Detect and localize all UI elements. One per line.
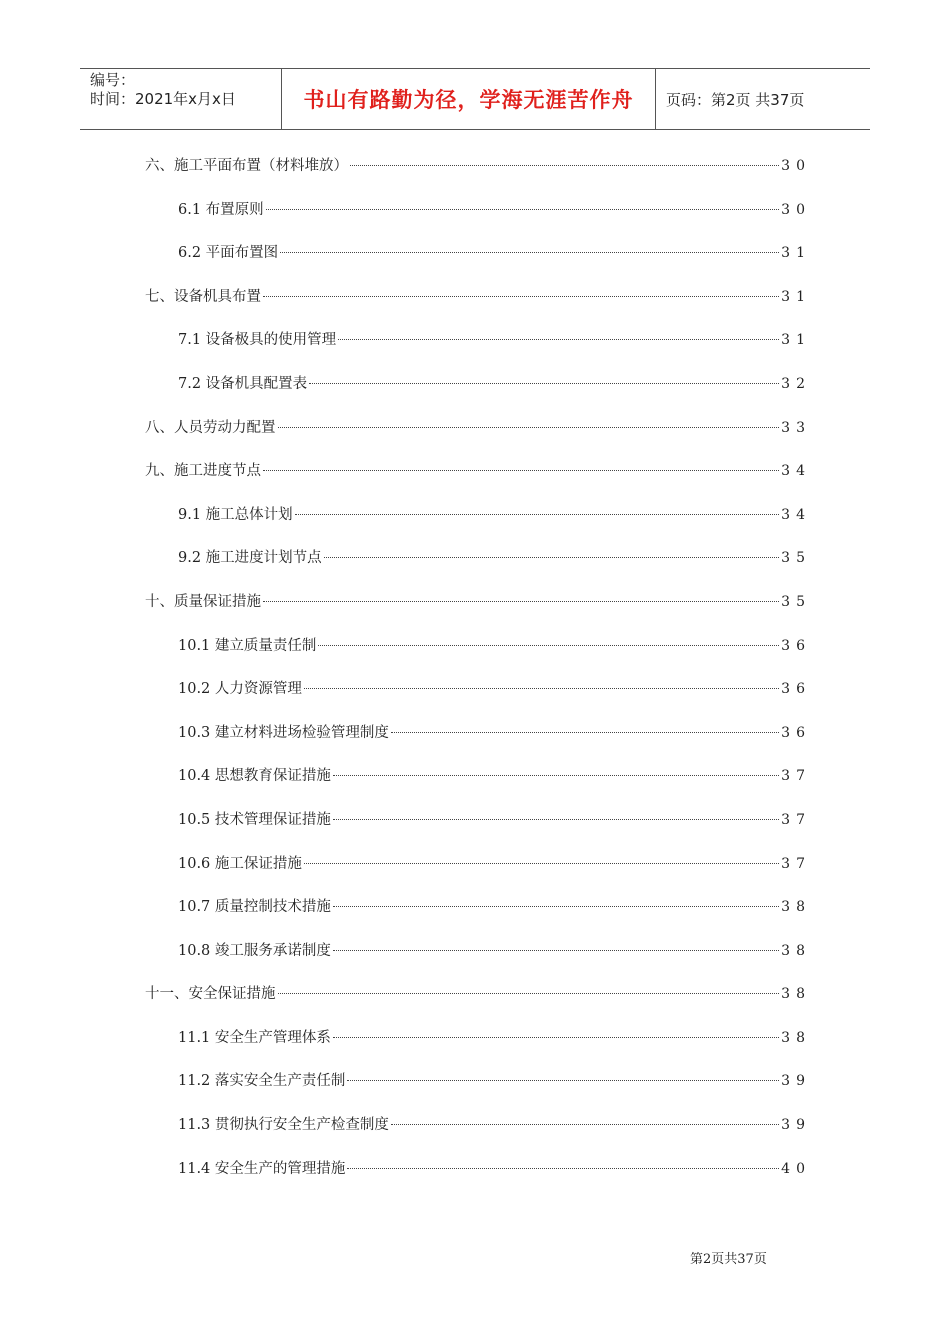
toc-dot-leader [333, 1037, 779, 1038]
toc-entry-label: 9.2 施工进度计划节点 [178, 550, 322, 567]
toc-entry[interactable] [145, 799, 811, 843]
toc-entry[interactable] [145, 886, 811, 930]
toc-entry-label: 九、施工进度节点 [145, 463, 261, 480]
toc-dot-leader [338, 339, 779, 340]
toc-entry-label: 七、设备机具布置 [145, 288, 261, 305]
toc-dot-leader [391, 732, 779, 733]
toc-dot-leader [324, 557, 780, 558]
document-number-label: 编号： [90, 71, 136, 89]
toc-entry[interactable] [145, 712, 811, 756]
toc-dot-leader [309, 383, 779, 384]
toc-dot-leader [278, 427, 780, 428]
toc-entry-page: 30 [781, 201, 811, 218]
document-time-label: 时间：2021年x月x日 [90, 90, 236, 108]
toc-entry[interactable] [145, 319, 811, 363]
toc-entry-label: 10.3 建立材料进场检验管理制度 [178, 724, 389, 741]
toc-dot-leader [347, 1080, 779, 1081]
toc-entry-page: 37 [781, 811, 811, 828]
toc-entry-label: 11.4 安全生产的管理措施 [178, 1160, 346, 1177]
toc-entry-page: 38 [781, 942, 811, 959]
toc-dot-leader [263, 601, 779, 602]
toc-entry[interactable] [145, 668, 811, 712]
toc-entry[interactable] [145, 1104, 811, 1148]
toc-entry-label: 9.1 施工总体计划 [178, 506, 293, 523]
toc-entry[interactable] [145, 537, 811, 581]
toc-entry[interactable] [145, 843, 811, 887]
toc-dot-leader [266, 209, 780, 210]
toc-entry-page: 35 [781, 550, 811, 567]
toc-dot-leader [318, 645, 779, 646]
toc-entry-label: 八、人员劳动力配置 [145, 419, 276, 436]
toc-entry[interactable] [145, 145, 811, 189]
toc-entry[interactable] [145, 581, 811, 625]
header-meta [80, 69, 282, 129]
toc-dot-leader [263, 470, 779, 471]
toc-dot-leader [333, 906, 779, 907]
toc-entry-label: 11.1 安全生产管理体系 [178, 1029, 331, 1046]
toc-dot-leader [350, 165, 779, 166]
toc-entry-page: 37 [781, 768, 811, 785]
toc-dot-leader [347, 1168, 779, 1169]
toc-dot-leader [333, 775, 779, 776]
header-motto: 书山有路勤为径，学海无涯苦作舟 [282, 69, 656, 129]
toc-dot-leader [391, 1124, 779, 1125]
toc-entry-page: 37 [781, 855, 811, 872]
toc-entry-label: 10.1 建立质量责任制 [178, 637, 317, 654]
toc-entry[interactable] [145, 189, 811, 233]
toc-entry[interactable] [145, 276, 811, 320]
toc-dot-leader [304, 863, 779, 864]
toc-entry-label: 10.6 施工保证措施 [178, 855, 302, 872]
toc-entry-label: 6.2 平面布置图 [178, 245, 279, 262]
toc-dot-leader [304, 688, 779, 689]
toc-entry-page: 34 [781, 463, 811, 480]
page-header [80, 68, 870, 130]
toc-dot-leader [280, 252, 779, 253]
toc-entry-label: 10.2 人力资源管理 [178, 681, 302, 698]
toc-dot-leader [333, 950, 779, 951]
toc-entry-label: 十一、安全保证措施 [145, 986, 276, 1003]
toc-entry-label: 10.4 思想教育保证措施 [178, 768, 331, 785]
toc-entry[interactable] [145, 407, 811, 451]
toc-entry-page: 30 [781, 158, 811, 174]
toc-entry-page: 38 [781, 899, 811, 916]
toc-entry-label: 10.8 竣工服务承诺制度 [178, 942, 331, 959]
toc-entry[interactable] [145, 1017, 811, 1061]
toc-entry-label: 六、施工平面布置（材料堆放） [145, 158, 348, 174]
toc-entry[interactable] [145, 363, 811, 407]
toc-entry-page: 35 [781, 593, 811, 610]
toc-entry[interactable] [145, 232, 811, 276]
toc-dot-leader [263, 296, 779, 297]
toc-entry-page: 33 [781, 419, 811, 436]
toc-entry-page: 39 [781, 1117, 811, 1134]
toc-entry[interactable] [145, 625, 811, 669]
header-page-number: 页码：第2页 共37页 [666, 90, 805, 109]
toc-entry-label: 10.5 技术管理保证措施 [178, 811, 331, 828]
toc-dot-leader [333, 819, 779, 820]
toc-entry-page: 38 [781, 1029, 811, 1046]
toc-entry-label: 11.2 落实安全生产责任制 [178, 1073, 346, 1090]
toc-entry-page: 31 [781, 245, 811, 262]
toc-entry[interactable] [145, 755, 811, 799]
toc-entry-page: 32 [781, 375, 811, 392]
toc-entry-label: 7.2 设备机具配置表 [178, 375, 308, 392]
toc-entry[interactable] [145, 973, 811, 1017]
toc-entry-label: 十、质量保证措施 [145, 593, 261, 610]
toc-entry-label: 7.1 设备极具的使用管理 [178, 332, 337, 349]
toc-entry-page: 31 [781, 332, 811, 349]
toc-dot-leader [278, 993, 780, 994]
toc-entry[interactable] [145, 494, 811, 538]
toc-entry[interactable] [145, 1148, 811, 1192]
toc-entry-label: 6.1 布置原则 [178, 201, 264, 218]
toc-entry-page: 38 [781, 986, 811, 1003]
toc-entry-page: 36 [781, 681, 811, 698]
toc-entry-page: 36 [781, 724, 811, 741]
toc-entry-page: 36 [781, 637, 811, 654]
toc-entry-page: 39 [781, 1073, 811, 1090]
footer-page-number: 第2页共37页 [690, 1252, 767, 1267]
toc-entry-page: 40 [781, 1160, 811, 1177]
table-of-contents [145, 145, 811, 1191]
toc-entry-page: 34 [781, 506, 811, 523]
toc-entry-label: 11.3 贯彻执行安全生产检查制度 [178, 1117, 389, 1134]
toc-entry[interactable] [145, 1060, 811, 1104]
toc-entry[interactable] [145, 930, 811, 974]
toc-entry-label: 10.7 质量控制技术措施 [178, 899, 331, 916]
toc-dot-leader [295, 514, 780, 515]
toc-entry[interactable] [145, 450, 811, 494]
toc-entry-page: 31 [781, 288, 811, 305]
